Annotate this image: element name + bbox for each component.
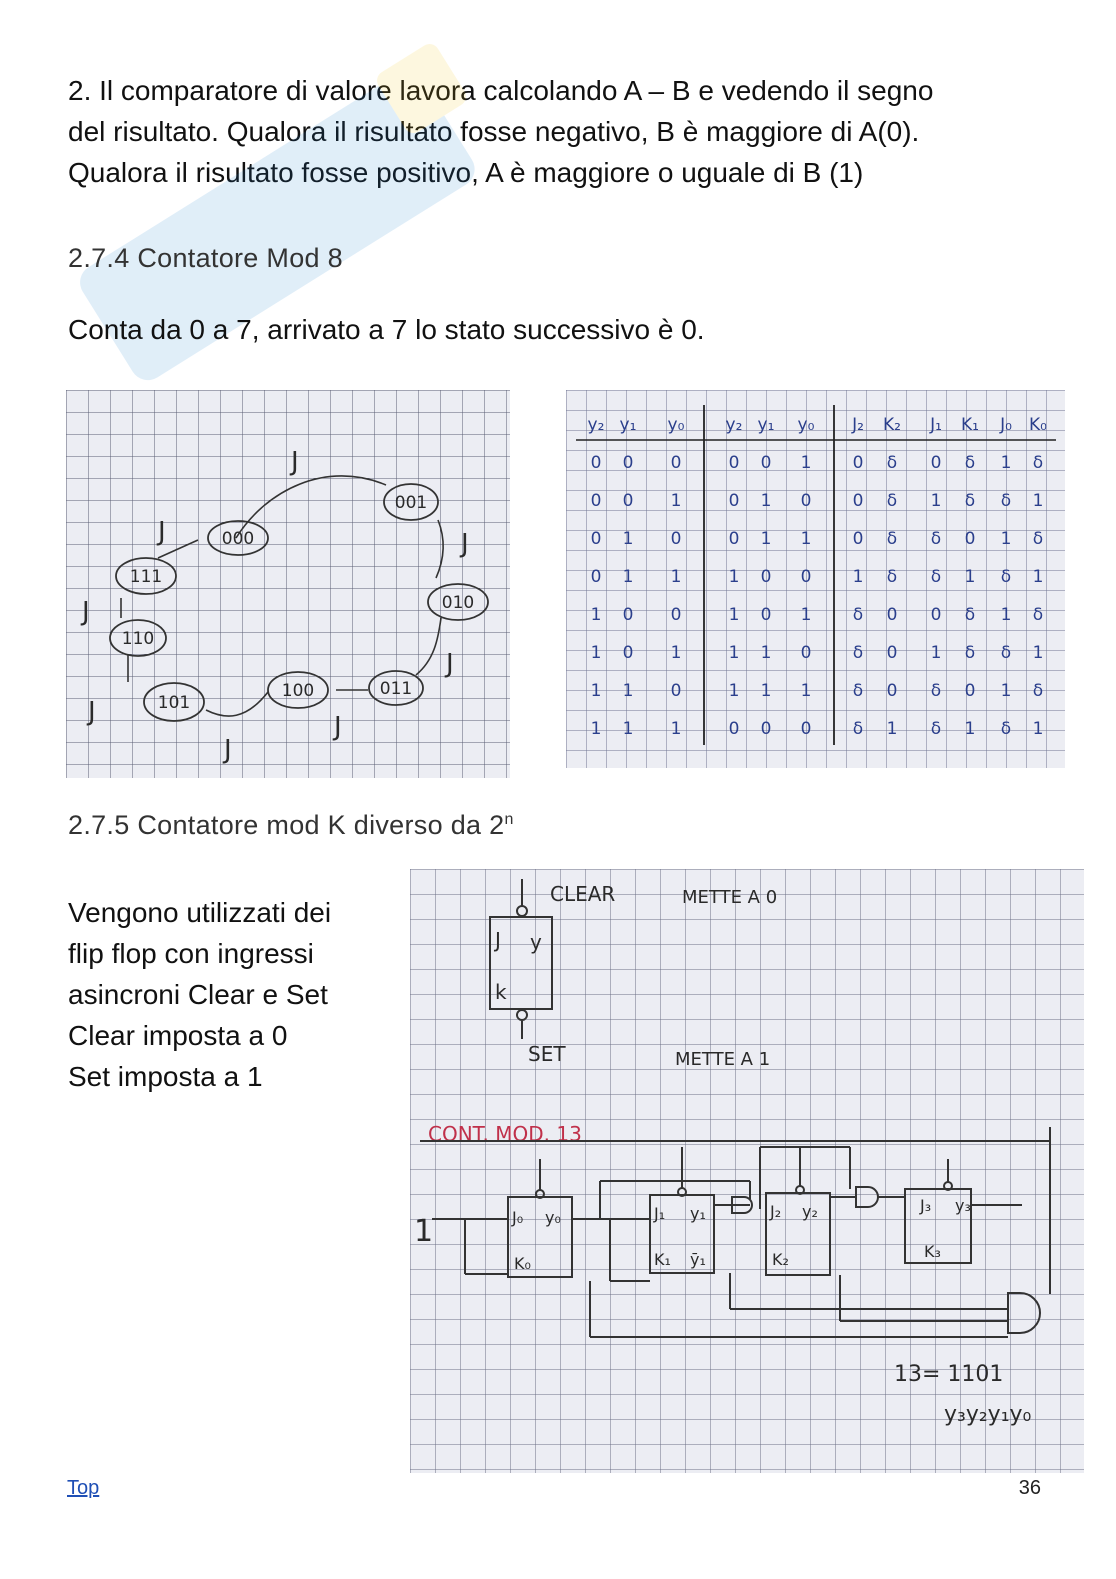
svg-text:J₁: J₁ — [654, 1204, 666, 1223]
table-cell: 0 — [930, 453, 942, 473]
table-cell: 1 — [728, 681, 740, 701]
table-header-cell: y₁ — [619, 415, 637, 435]
table-cell: δ — [930, 567, 942, 587]
table-cell: 1 — [930, 643, 942, 663]
clock-label: J — [224, 735, 232, 765]
svg-text:y₃: y₃ — [955, 1196, 971, 1215]
table-header-cell: K₀ — [1029, 415, 1047, 435]
table-cell: 1 — [622, 681, 634, 701]
clock-label: J — [334, 712, 342, 742]
table-header-cell: y₀ — [797, 415, 815, 435]
flipflop-description — [68, 892, 331, 1097]
svg-text:011: 011 — [379, 679, 413, 699]
section-heading-2-7-4: 2.7.4 Contatore Mod 8 — [68, 243, 343, 273]
comparator-paragraph-line-2: del risultato. Qualora il risultato fosse negativo, B è maggiore di A(0). — [68, 116, 920, 147]
svg-text:y: y — [530, 930, 542, 954]
bit-labels: y₃y₂y₁y₀ — [944, 1402, 1032, 1427]
table-cell: 1 — [590, 681, 602, 701]
section-heading-2-7-5 — [68, 810, 514, 841]
table-cell: 1 — [800, 453, 812, 473]
table-cell: 0 — [930, 605, 942, 625]
table-cell: 1 — [670, 567, 682, 587]
description-line-3: asincroni Clear e Set — [68, 979, 328, 1010]
table-cell: 1 — [1032, 643, 1044, 663]
section-heading-sup: n — [504, 811, 514, 828]
table-cell: δ — [930, 719, 942, 739]
svg-text:y₁: y₁ — [690, 1204, 706, 1223]
svg-text:010: 010 — [441, 593, 475, 613]
table-cell: 1 — [590, 643, 602, 663]
table-cell: 1 — [760, 529, 772, 549]
circuit-title: CONT. MOD. 13 — [428, 1122, 582, 1146]
excitation-table-photo — [566, 390, 1065, 768]
svg-text:100: 100 — [281, 681, 315, 701]
table-cell: 0 — [886, 681, 898, 701]
comparator-paragraph-line-3: Qualora il risultato fosse positivo, A è maggiore o uguale di B (1) — [68, 157, 864, 188]
clock-label: J — [461, 529, 469, 559]
table-cell: 1 — [1000, 453, 1012, 473]
description-line-1: Vengono utilizzati dei — [68, 897, 332, 928]
table-cell: δ — [1032, 529, 1044, 549]
table-cell: δ — [886, 567, 898, 587]
clock-label: J — [158, 517, 166, 547]
set-label: SET — [528, 1042, 566, 1066]
table-cell: 0 — [622, 491, 634, 511]
svg-text:K₀: K₀ — [514, 1254, 531, 1273]
table-cell: 1 — [760, 643, 772, 663]
table-cell: 0 — [590, 491, 602, 511]
table-header-cell: y₂ — [587, 415, 605, 435]
table-cell: 0 — [590, 529, 602, 549]
table-cell: δ — [964, 491, 976, 511]
table-cell: δ — [852, 605, 864, 625]
table-cell: 0 — [800, 491, 812, 511]
table-cell: 1 — [964, 567, 976, 587]
table-cell: 0 — [670, 453, 682, 473]
table-cell: 1 — [1000, 529, 1012, 549]
description-line-2: flip flop con ingressi — [68, 938, 314, 969]
table-cell: δ — [930, 681, 942, 701]
table-cell: 1 — [1032, 567, 1044, 587]
svg-text:000: 000 — [221, 529, 255, 549]
table-cell: δ — [964, 643, 976, 663]
table-cell: 0 — [728, 491, 740, 511]
table-cell: δ — [886, 453, 898, 473]
table-cell: 1 — [800, 605, 812, 625]
table-cell: 1 — [1000, 681, 1012, 701]
page-number: 36 — [1018, 1477, 1041, 1499]
input-one: 1 — [414, 1214, 434, 1249]
table-cell: δ — [1032, 453, 1044, 473]
table-cell: 1 — [760, 681, 772, 701]
svg-text:101: 101 — [157, 693, 191, 713]
table-cell: 0 — [964, 681, 976, 701]
table-header-cell: K₁ — [961, 415, 979, 435]
table-cell: 0 — [670, 605, 682, 625]
svg-text:001: 001 — [394, 493, 428, 513]
svg-text:y₂: y₂ — [802, 1202, 818, 1221]
table-cell: 0 — [590, 453, 602, 473]
table-cell: 1 — [800, 681, 812, 701]
svg-text:110: 110 — [121, 629, 155, 649]
svg-text:J₂: J₂ — [770, 1202, 782, 1221]
table-cell: 1 — [728, 567, 740, 587]
description-line-4: Clear imposta a 0 — [68, 1020, 288, 1051]
state-diagram-svg — [66, 390, 510, 778]
table-header-cell: y₂ — [725, 415, 743, 435]
table-cell: 0 — [670, 529, 682, 549]
table-cell: 1 — [728, 643, 740, 663]
table-cell: 1 — [670, 643, 682, 663]
table-cell: 1 — [1000, 605, 1012, 625]
binary-13: 13= 1101 — [894, 1362, 1004, 1387]
clear-note: METTE A 0 — [682, 887, 778, 908]
table-cell: 0 — [590, 567, 602, 587]
table-cell: 0 — [670, 681, 682, 701]
table-cell: 0 — [886, 643, 898, 663]
table-cell: δ — [1000, 491, 1012, 511]
table-cell: δ — [852, 681, 864, 701]
section-heading-text: 2.7.5 Contatore mod K diverso da 2 — [68, 810, 505, 840]
table-cell: 1 — [590, 605, 602, 625]
table-cell: 0 — [760, 567, 772, 587]
table-cell: δ — [964, 453, 976, 473]
svg-text:K₁: K₁ — [654, 1250, 671, 1269]
table-cell: δ — [1000, 719, 1012, 739]
table-cell: 0 — [800, 719, 812, 739]
table-cell: 0 — [622, 643, 634, 663]
clock-label: J — [291, 447, 299, 477]
clock-label: J — [82, 597, 90, 627]
clear-label: CLEAR — [550, 882, 616, 906]
table-cell: 1 — [964, 719, 976, 739]
table-cell: 0 — [760, 719, 772, 739]
table-cell: 0 — [728, 719, 740, 739]
table-cell: 0 — [622, 453, 634, 473]
table-header-cell: y₀ — [667, 415, 685, 435]
clock-label: J — [88, 697, 96, 727]
table-cell: 0 — [852, 491, 864, 511]
svg-text:J₀: J₀ — [512, 1208, 524, 1227]
table-cell: 1 — [930, 491, 942, 511]
table-cell: 0 — [760, 453, 772, 473]
table-cell: 1 — [728, 605, 740, 625]
description-line-5: Set imposta a 1 — [68, 1061, 263, 1092]
table-cell: δ — [1000, 567, 1012, 587]
top-link[interactable]: Top — [67, 1477, 100, 1499]
table-cell: 0 — [800, 567, 812, 587]
table-cell: 1 — [622, 567, 634, 587]
table-cell: δ — [964, 605, 976, 625]
svg-text:J: J — [495, 928, 501, 952]
table-cell: 0 — [728, 529, 740, 549]
svg-text:k: k — [495, 980, 507, 1004]
table-cell: δ — [1032, 681, 1044, 701]
table-cell: 1 — [886, 719, 898, 739]
table-cell: 0 — [964, 529, 976, 549]
table-header-cell: J₂ — [852, 415, 864, 435]
table-cell: 1 — [760, 491, 772, 511]
table-cell: δ — [886, 529, 898, 549]
table-cell: 0 — [760, 605, 772, 625]
svg-text:111: 111 — [129, 567, 163, 587]
table-cell: δ — [1032, 605, 1044, 625]
counter-circuit-photo — [410, 869, 1084, 1473]
svg-text:y₀: y₀ — [545, 1208, 561, 1227]
table-header-cell: y₁ — [757, 415, 775, 435]
table-cell: 1 — [1032, 719, 1044, 739]
table-cell: δ — [930, 529, 942, 549]
mod8-paragraph: Conta da 0 a 7, arrivato a 7 lo stato successivo è 0. — [68, 314, 705, 345]
table-header-cell: K₂ — [883, 415, 901, 435]
state-diagram-photo — [66, 390, 510, 778]
table-cell: δ — [1000, 643, 1012, 663]
counter-circuit-svg — [410, 869, 1084, 1473]
table-cell: 0 — [886, 605, 898, 625]
table-cell: 1 — [800, 529, 812, 549]
table-cell: 1 — [622, 529, 634, 549]
table-cell: 1 — [670, 491, 682, 511]
table-header-cell: J₀ — [1000, 415, 1012, 435]
excitation-table-svg — [566, 390, 1065, 768]
table-cell: 1 — [1032, 491, 1044, 511]
table-cell: δ — [886, 491, 898, 511]
table-cell: 1 — [852, 567, 864, 587]
table-header-cell: J₁ — [930, 415, 942, 435]
svg-text:K₃: K₃ — [924, 1242, 941, 1261]
comparator-paragraph-line-1: 2. Il comparatore di valore lavora calcolando A – B e vedendo il segno — [68, 75, 934, 106]
svg-text:K₂: K₂ — [772, 1250, 789, 1269]
table-cell: 0 — [728, 453, 740, 473]
clock-label: J — [446, 649, 454, 679]
table-cell: 1 — [590, 719, 602, 739]
table-cell: 1 — [670, 719, 682, 739]
table-cell: δ — [852, 643, 864, 663]
table-cell: 0 — [800, 643, 812, 663]
svg-text:ȳ₁: ȳ₁ — [690, 1250, 706, 1269]
table-cell: 0 — [852, 529, 864, 549]
svg-text:J₃: J₃ — [920, 1196, 932, 1215]
table-cell: 0 — [622, 605, 634, 625]
table-cell: δ — [852, 719, 864, 739]
set-note: METTE A 1 — [675, 1049, 771, 1070]
table-cell: 1 — [622, 719, 634, 739]
table-cell: 0 — [852, 453, 864, 473]
